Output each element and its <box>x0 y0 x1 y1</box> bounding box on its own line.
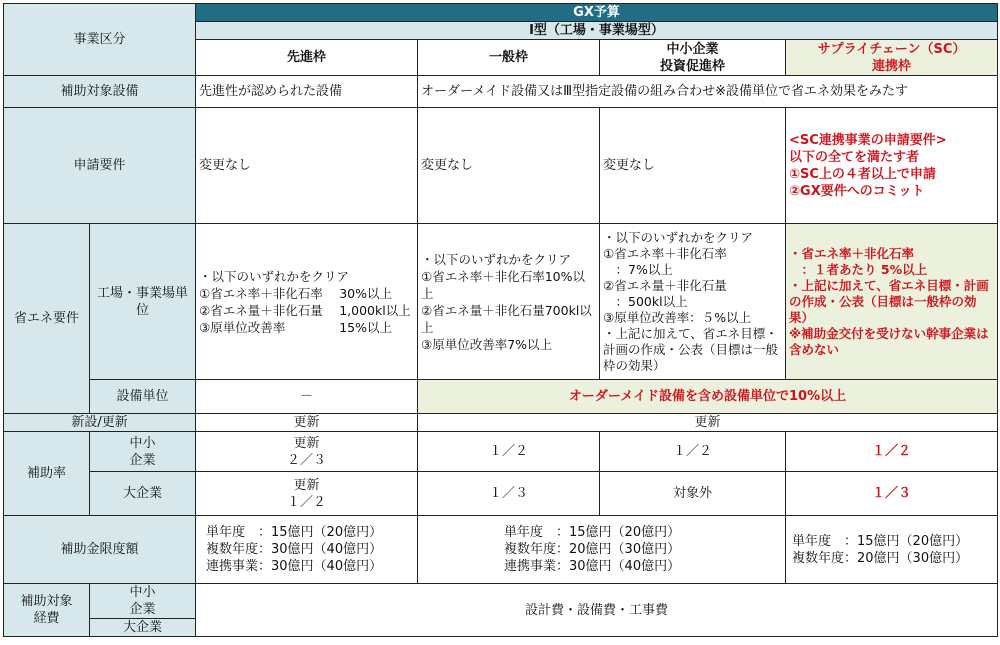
keihi-value: 設計費・設備費・工事費 <box>196 584 998 637</box>
col-sc: サプライチェーン（SC） 連携枠 <box>786 40 998 76</box>
setsubi-tani-senshin: － <box>196 380 418 414</box>
shinsei-ippan: 変更なし <box>418 108 600 224</box>
hojoritsu-label: 補助率 <box>4 432 90 516</box>
gendo-mid: 単年度 ：15億円（20億円） 複数年度：20億円（30億円） 連携事業：30億円（40億円） <box>418 516 786 584</box>
rate-chusho-ippan: １／２ <box>418 432 600 472</box>
shinsei-sc: <SC連携事業の申請要件> 以下の全てを満たす者 ①SC上の４者以上で申請 ②GX要件へのコミット <box>786 108 998 224</box>
setsubi-tani-other: オーダーメイド設備を含め設備単位で10%以上 <box>418 380 998 414</box>
shinsei-chusho: 変更なし <box>600 108 786 224</box>
rate-dai-chusho: 対象外 <box>600 472 786 516</box>
rate-chusho-senshin: 更新 ２／３ <box>196 432 418 472</box>
gendo-label: 補助金限度額 <box>4 516 196 584</box>
keihi-label: 補助対象 経費 <box>4 584 90 637</box>
col-chusho: 中小企業 投資促進枠 <box>600 40 786 76</box>
kojo-sc: ・省エネ率＋非化石率 ：１者あたり 5%以上 ・上記に加えて、省エネ目標・計画の作成・公表（目標は一般枠の効果） ※補助金交付を受けない幹事企業は含めない <box>786 224 998 380</box>
shinsei-label: 申請要件 <box>4 108 196 224</box>
type1-title: Ⅰ型（工場・事業場型） <box>196 22 998 40</box>
subsidy-table <box>3 3 998 637</box>
shinsetsu-other: 更新 <box>418 414 998 432</box>
hojo-setsubi-other: オーダーメイド設備又はⅢ型指定設備の組み合わせ※設備単位で省エネ効果をみたす <box>418 76 998 108</box>
gx-budget-title: GX予算 <box>196 4 998 22</box>
hojoritsu-chusho-label: 中小 企業 <box>90 432 196 472</box>
rate-chusho-chusho: １／２ <box>600 432 786 472</box>
setsubi-tani-label: 設備単位 <box>90 380 196 414</box>
shinsei-senshin: 変更なし <box>196 108 418 224</box>
gendo-senshin: 単年度 ：15億円（20億円） 複数年度：30億円（40億円） 連携事業：30億円（40億円） <box>196 516 418 584</box>
jigyo-kubun-label: 事業区分 <box>4 4 196 76</box>
rate-dai-sc: １／３ <box>786 472 998 516</box>
rate-dai-senshin: 更新 １／２ <box>196 472 418 516</box>
keihi-dai-label: 大企業 <box>90 619 196 637</box>
keihi-chusho-label: 中小 企業 <box>90 584 196 619</box>
kojo-ippan: ・以下のいずれかをクリア ①省エネ率＋非化石率10%以上 ②省エネ量＋非化石量700kl以上 ③原単位改善率7%以上 <box>418 224 600 380</box>
kojo-label: 工場・事業場単位 <box>90 224 196 380</box>
hojo-setsubi-label: 補助対象設備 <box>4 76 196 108</box>
kojo-chusho: ・以下のいずれかをクリア ①省エネ率＋非化石率 ：7%以上 ②省エネ量＋非化石量 ：500kl以上 ③原単位改善率：５%以上 ・上記に加えて、省エネ目標・計画の作成・公表（目標は一般枠の効果） <box>600 224 786 380</box>
shinsetsu-senshin: 更新 <box>196 414 418 432</box>
hojo-setsubi-senshin: 先進性が認められた設備 <box>196 76 418 108</box>
shinsetsu-label: 新設/更新 <box>4 414 196 432</box>
kojo-senshin: ・以下のいずれかをクリア ①省エネ率＋非化石率 30%以上 ②省エネ量＋非化石量 1,000kl以上 ③原単位改善率 15%以上 <box>196 224 418 380</box>
shoene-label: 省エネ要件 <box>4 224 90 414</box>
hojoritsu-dai-label: 大企業 <box>90 472 196 516</box>
gendo-sc: 単年度 ：15億円（20億円） 複数年度：20億円（30億円） <box>786 516 998 584</box>
col-ippan: 一般枠 <box>418 40 600 76</box>
col-senshin: 先進枠 <box>196 40 418 76</box>
rate-chusho-sc: １／２ <box>786 432 998 472</box>
rate-dai-ippan: １／３ <box>418 472 600 516</box>
